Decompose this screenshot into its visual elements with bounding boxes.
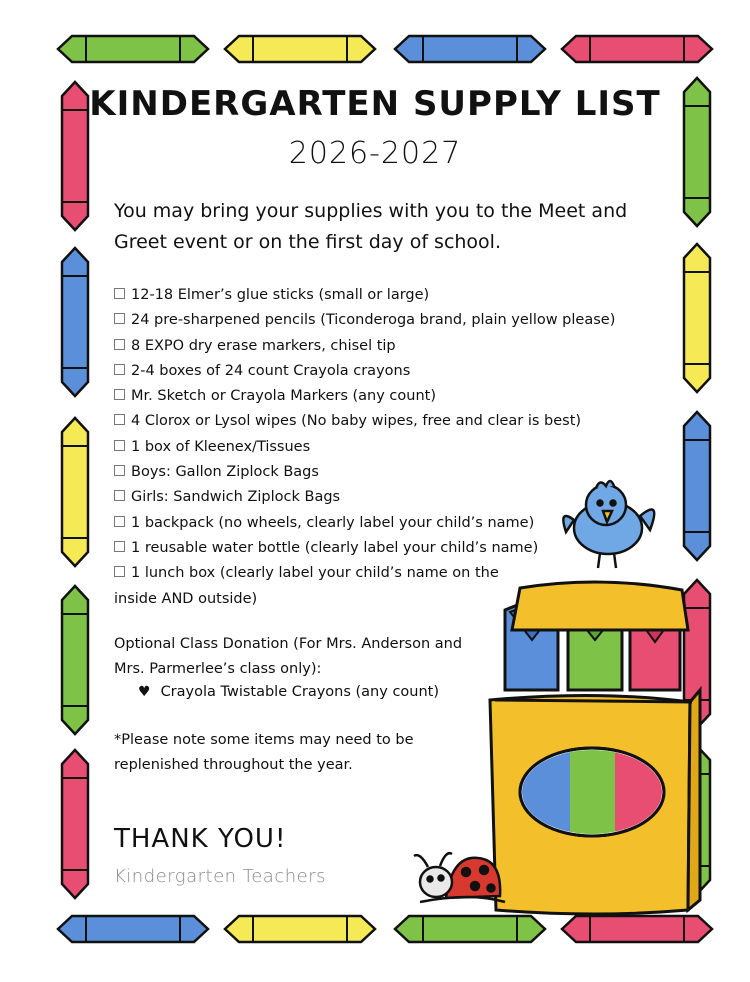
signature: Kindergarten Teachers	[114, 866, 326, 887]
list-item: 1 lunch box (clearly label your child’s name on the inside AND outside)	[114, 565, 499, 607]
school-year: 2026-2027	[288, 136, 462, 171]
crayon-icon	[225, 916, 375, 942]
checkbox-icon	[114, 465, 125, 476]
crayon-icon	[684, 244, 710, 392]
thank-you-text: THANK YOU!	[114, 824, 287, 854]
checkbox-icon	[114, 288, 125, 299]
supply-list	[114, 283, 614, 612]
crayon-icon	[684, 580, 710, 728]
list-item: 1 box of Kleenex/Tissues	[114, 435, 614, 460]
list-item: Boys: Gallon Ziplock Bags	[114, 460, 614, 485]
list-item: 12-18 Elmer’s glue sticks (small or large)	[114, 283, 614, 308]
checkbox-icon	[114, 339, 125, 350]
list-item: 2-4 boxes of 24 count Crayola crayons	[114, 359, 614, 384]
checkbox-icon	[114, 389, 125, 400]
crayon-icon	[58, 36, 208, 62]
optional-donation-heading: Optional Class Donation (For Mrs. Anderson and Mrs. Parmerlee’s class only):	[114, 636, 463, 677]
list-item: Mr. Sketch or Crayola Markers (any count)	[114, 384, 614, 409]
heart-bullet-icon: ♥	[138, 684, 151, 700]
list-item: 1 backpack (no wheels, clearly label your child’s name)	[114, 511, 614, 536]
crayon-icon	[684, 412, 710, 560]
checkbox-icon	[114, 516, 125, 527]
list-item: 4 Clorox or Lysol wipes (No baby wipes, free and clear is best)	[114, 409, 614, 434]
crayon-icon	[62, 248, 88, 396]
checkbox-icon	[114, 490, 125, 501]
checkbox-icon	[114, 364, 125, 375]
crayon-icon	[684, 746, 710, 894]
replenish-note: *Please note some items may need to be replenished throughout the year.	[114, 732, 414, 773]
list-item: 8 EXPO dry erase markers, chisel tip	[114, 334, 614, 359]
crayon-icon	[58, 916, 208, 942]
checkbox-icon	[114, 566, 125, 577]
crayon-icon	[395, 916, 545, 942]
page-title: KINDERGARTEN SUPPLY LIST	[89, 84, 661, 124]
checkbox-icon	[114, 440, 125, 451]
checkbox-icon	[114, 414, 125, 425]
checkbox-icon	[114, 313, 125, 324]
list-item: 24 pre-sharpened pencils (Ticonderoga brand, plain yellow please)	[114, 308, 614, 333]
crayon-icon	[62, 418, 88, 566]
crayon-icon	[225, 36, 375, 62]
optional-donation-item: ♥ Crayola Twistable Crayons (any count)	[138, 684, 440, 700]
crayon-icon	[562, 36, 712, 62]
crayon-icon	[562, 916, 712, 942]
list-item: 1 reusable water bottle (clearly label your child’s name)	[114, 536, 614, 561]
crayon-icon	[62, 586, 88, 734]
intro-text: You may bring your supplies with you to the Meet and Greet event or on the first day of school.	[114, 200, 628, 253]
list-item: Girls: Sandwich Ziplock Bags	[114, 485, 614, 510]
crayon-icon	[62, 750, 88, 898]
crayon-icon	[395, 36, 545, 62]
checkbox-icon	[114, 541, 125, 552]
